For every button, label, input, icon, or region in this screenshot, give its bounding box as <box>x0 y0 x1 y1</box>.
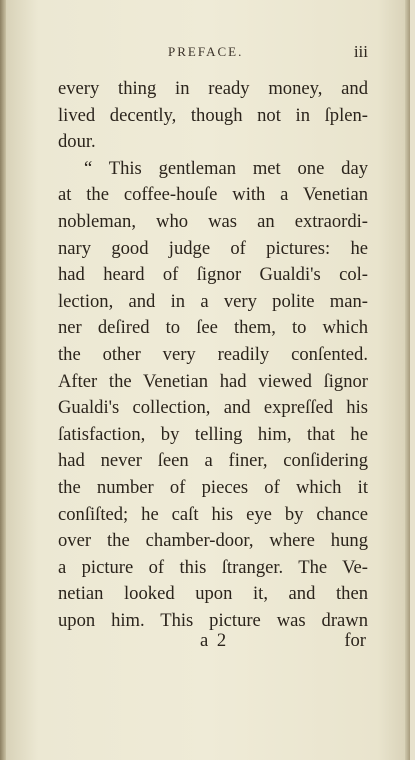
book-page <box>6 0 410 760</box>
page-footer <box>58 630 368 656</box>
text-line: “ This gentleman met one day <box>84 157 368 179</box>
running-head: PREFACE. <box>168 44 244 59</box>
text-line: nary good judge of pictures: he <box>58 237 368 259</box>
text-line: over the chamber-door, where hung <box>58 530 368 552</box>
page-header <box>58 44 368 66</box>
text-line: the number of pieces of which it <box>58 476 368 498</box>
text-line: at the coffee-houſe with a Venetian <box>58 184 368 206</box>
page-number: iii <box>353 42 368 61</box>
text-line: After the Venetian had viewed ſignor <box>58 370 368 392</box>
text-line: a picture of this ſtranger. The Ve- <box>58 556 368 578</box>
text-line: conſiſted; he caſt his eye by chance <box>58 503 368 525</box>
page-edge <box>405 0 410 760</box>
text-line: had never ſeen a finer, conſidering <box>58 450 368 472</box>
text-line: ner deſired to ſee them, to which <box>58 317 368 339</box>
body-text <box>58 76 368 634</box>
text-line: had heard of ſignor Gualdi's col- <box>58 264 368 286</box>
text-line: nobleman, who was an extraordi- <box>58 210 368 232</box>
text-line: upon him. This picture was drawn <box>58 609 368 631</box>
text-line: Gualdi's collection, and expreſſed his <box>58 397 368 419</box>
catchword: for <box>344 630 366 651</box>
text-line: ſatisfaction, by telling him, that he <box>58 423 368 445</box>
text-line: lived decently, though not in ſplen- <box>58 104 368 126</box>
text-line: every thing in ready money, and <box>58 78 368 99</box>
text-line: netian looked upon it, and then <box>58 583 368 605</box>
text-line: lection, and in a very polite man- <box>58 290 368 312</box>
text-line: dour. <box>58 131 96 153</box>
text-line: the other very readily conſented. <box>58 343 368 365</box>
signature-mark: a 2 <box>200 630 229 651</box>
